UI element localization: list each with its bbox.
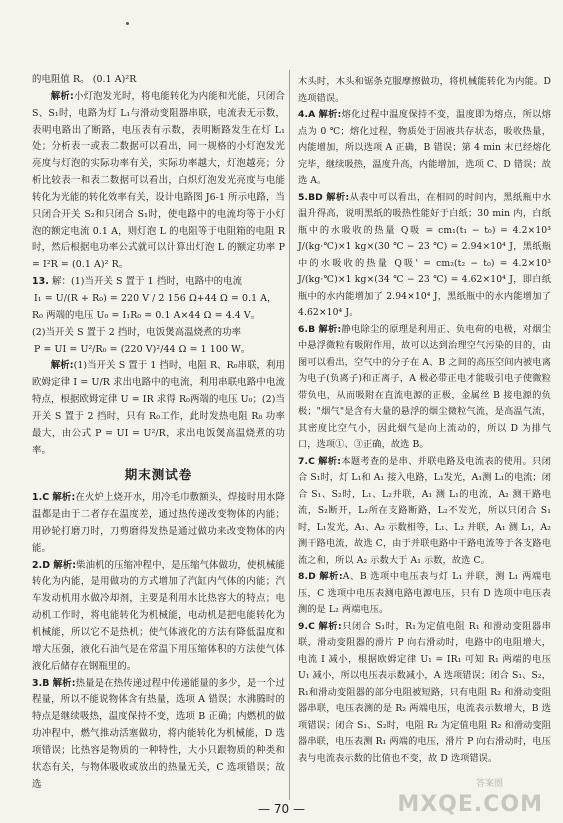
section-title: 期末测试卷 (124, 467, 193, 483)
analysis-label: 解析: (52, 492, 76, 504)
paragraph-text: (1)当开关 S 置于 1 挡时，电阻 R、R₀串联，利用欧姆定律 I = U/R 求出电路中的电流，利用串联电路中电流特点，根据欧姆定律 U = IR 求得 R₀两端的电压 U₀；(2)当开关 S 置于 2 挡时，只有 R₀工作，此时发热电阻 R₀ 功率最大，由公式 P = UI = U²/R，求出电饭煲高温烧煮的功率。 (32, 360, 285, 456)
analysis-label: 解析: (53, 559, 77, 571)
answer-paragraph (32, 358, 285, 459)
answer-paragraph (298, 569, 551, 619)
analysis-label: 解析: (318, 620, 342, 632)
answer-paragraph (32, 558, 285, 676)
paragraph-text: 本题考查的是串、并联电路及电流表的使用。只闭合 S₁时，灯 L₁和 A₁ 接入电路，L₁发光，A₁测 L₁的电流；闭合 S₁、S₂时，L₁、L₂并联，A₁ 测 L₁的电流，A₂ 测干路电流，S₂断开，L₂所在支路断路，L₂不发光，所以只闭合 S₁时，L₁发光，A₁、A₂ 示数相等，L₁、L₂ 并联，A₁ 测 L₁，A₂ 测干路电流，故选 C，由于并联电路中干路电流等于各支路电流之和，所以 A₂ 示数大于 A₁ 示数，故选 C。 (298, 455, 551, 566)
paragraph-text: (2)当开关 S 置于 2 挡时，电饭煲高温烧煮的功率 (32, 326, 242, 338)
paragraph-text: 小灯泡发光时，将电能转化为内能和光能，只闭合 S、S₁时，电路为灯 L₁与滑动变阻器串联，电流表无示数，表明电路出了断路，电压表有示数，表明断路发生在灯 L₁处；分析表一或表二数据可以看出，同一规格的小灯泡发光亮度与灯泡的实际功率有关，实际功率越大，灯泡越亮；分析比较表一和表二数据可以看出，白炽灯泡发光亮度与电能转化为光能的转化效率有关，设计电路图 J6-1 所示电路，当只闭合开关 S₂和只闭合 S₁时，使电路中的电流均等于小灯泡的额定电流 0.1 A，则灯泡 L 的电阻等于电阻箱的电阻 R 时，然后根据电功率公式就可以计算出灯泡 L 的额定功率 P = I²R = (0.1 A)² R。 (32, 90, 285, 271)
ink-dot (126, 22, 129, 25)
paragraph-text: 静电除尘的原理是利用正、负电荷的电极，对烟尘中悬浮微粒有吸附作用，故可以达到治理空气污染的目的，由图可以看出，空气中的分子在 A、B 之间的高压空间内被电离为电子(负离子)和正离子，A 极必带正电才能吸引电子使微粒带负电，从而吸附在直流电源的正极，金属丝 B 接电源的负极；"烟气"是含有大量的悬浮的烟尘微粒气流，是高温气流，其密度比空气小，因此烟气是向上流动的，所以 D 为排气口，选项①、③正确，故选 B。 (298, 323, 551, 450)
answer-paragraph (32, 308, 285, 325)
answer-paragraph (298, 619, 551, 768)
equation: I₁ = U/(R + R₀) = 220 V / 2 156 Ω+44 Ω = 0.1 A， (34, 292, 277, 304)
question-number: 3.B (32, 677, 50, 689)
answer-paragraph (32, 676, 285, 794)
paragraph-text: 解：(1)当开关 S 置于 1 挡时，电路中的电流 (52, 276, 243, 288)
answer-paragraph (298, 454, 551, 570)
column-divider (289, 70, 290, 800)
answer-paragraph (298, 74, 551, 107)
left-column (32, 72, 285, 793)
paragraph-text: R₀ 两端的电压 U₀ = I₁R₀ = 0.1 A×44 Ω = 4.4 V。 (32, 309, 261, 321)
paragraph-text: 柴油机的压缩冲程中，是压缩气体做功，使机械能转化为内能，是用做功的方式增加了汽缸内气体的内能；汽车发动机用水做冷却剂，主要是利用水比热容大的特点；电动机工作时，将电能转化为机械能，电动机是把电能转化为机械能，所以它不是热机；使气体液化的方法有降低温度和增大压强，液化石油气是在常温下用压缩体积的方法使气体液化后储存在钢瓶里的。 (32, 559, 285, 672)
answer-paragraph (32, 89, 285, 274)
paragraph-text: A、B 选项中电压表与灯 L₁ 并联，测 L₁ 两端电压，C 选项中电压表测电路电源电压，只有 D 选项中电压表测的是 L₂ 两端电压。 (298, 571, 551, 615)
answer-paragraph (32, 274, 285, 291)
right-column (298, 74, 551, 767)
analysis-label: 解析: (319, 571, 343, 582)
watermark-small: 答案圈 (475, 779, 503, 789)
question-number: 8.D (298, 571, 316, 582)
equation: P = UI = U²/R₀ = (220 V)²/44 Ω = 1 100 W。 (34, 343, 251, 355)
watermark-logo: MXQE.COM (397, 792, 543, 817)
question-number: 4.A (298, 109, 316, 120)
question-number: 7.C (298, 455, 315, 467)
answer-paragraph (32, 490, 285, 557)
analysis-label: 解析: (318, 109, 342, 120)
paragraph-text: 在火炉上烧开水，用冷毛巾敷额头，焊接时用水降温都是由于二者存在温度差，通过热传递改变物体的内能；用砂轮打磨刀时，刀剪磨得发热是通过做功来改变物体的内能。 (32, 492, 285, 554)
analysis-label: 解析: (318, 455, 342, 467)
paragraph-text: 的电阻值 R。 (0.1 A)²R (32, 74, 137, 85)
page-number: — 70 — (258, 802, 305, 816)
answer-paragraph (32, 325, 285, 342)
analysis-label: 解析: (50, 360, 74, 372)
paragraph-text: 热量是在热传递过程中传递能量的多少，是一个过程量，所以不能说物体含有热量，选项 A 错误；水沸腾时的特点是继续吸热，温度保持不变，选项 B 正确；内燃机的做功冲程中，燃气推动活塞做功，将内能转化为机械能，D 选项错误；比热容是物质的一种特性，大小只跟物质的种类和状态有关，与物体吸收或放出的热量无关，C 选项错误；故选 (32, 677, 285, 790)
answer-paragraph (298, 190, 551, 322)
analysis-label: 解析: (326, 191, 350, 203)
paragraph-text: 从表中可以看出，在相同的时间内，黑纸瓶中水温升得高，说明黑纸的吸热性能好于白纸；30 min 内，白纸瓶中的水吸收的热量 Q吸 = cm₁(t₁ − t₀) = 4.2×10³ J/(kg·℃)×1 kg×(30 ℃ − 23 ℃) = 2.94×10⁴ J，黑纸瓶中的水吸收的热量 Q吸' = cm₂(t₂ − t₀) = 4.2×10³ J/(kg·℃)×1 kg×(34 ℃ − 23 ℃) = 4.62×10⁴ J，即白纸瓶中的水内能增加了 2.94×10⁴ J，黑纸瓶中的水内能增加了 4.62×10⁴ J。 (298, 191, 551, 318)
analysis-label: 解析: (50, 90, 74, 102)
paragraph-text: 只闭合 S₁时，R₁为定值电阻 R₁ 和滑动变阻器串联，滑动变阻器的滑片 P 向右滑动时，电路中的电阻增大，电流 I 减小，根据欧姆定律 U₁ = IR₁ 可知 R₁ 两端的电压 U₁ 减小，所以电压表示数减小，A 选项错误；闭合 S₁、S₂，R₁和滑动变阻器的部分电阻被短路，只有电阻 R₂ 和滑动变阻器串联，电压表测的是 R₂ 两端电压，电流表示数增大，B 选项错误；闭合 S₁、S₂时，电阻 R₂ 为定值电阻 R₂ 和滑动变阻器串联，电压表测 R₁ 两端的电压，滑片 P 向右滑动时，电压表与电流表示数的比值也不变，故 D 选项错误。 (298, 620, 551, 764)
question-number: 5.BD (298, 191, 323, 203)
question-number: 9.C (298, 620, 315, 632)
analysis-label: 解析: (52, 677, 76, 689)
question-number: 6.B (298, 323, 316, 335)
analysis-label: 解析: (318, 323, 342, 335)
answer-paragraph (298, 107, 551, 190)
question-number: 2.D (32, 559, 51, 571)
answer-paragraph (32, 72, 285, 89)
question-number: 1.C (32, 492, 50, 504)
answer-paragraph (298, 322, 551, 454)
paragraph-text: 木头时，木头和锯条克服摩擦做功，将机械能转化为内能。D 选项错误。 (298, 76, 551, 104)
paragraph-text: 熔化过程中温度保持不变，温度即为熔点，所以熔点为 0 ℃；熔化过程，物质处于固液共存状态，吸收热量，内能增加，所以选项 A 正确，B 错误；第 4 min 末已经熔化完毕，继续吸热，温度升高，内能增加，选项 C、D 错误；故选 A。 (298, 109, 551, 186)
question-number: 13. (32, 276, 49, 288)
